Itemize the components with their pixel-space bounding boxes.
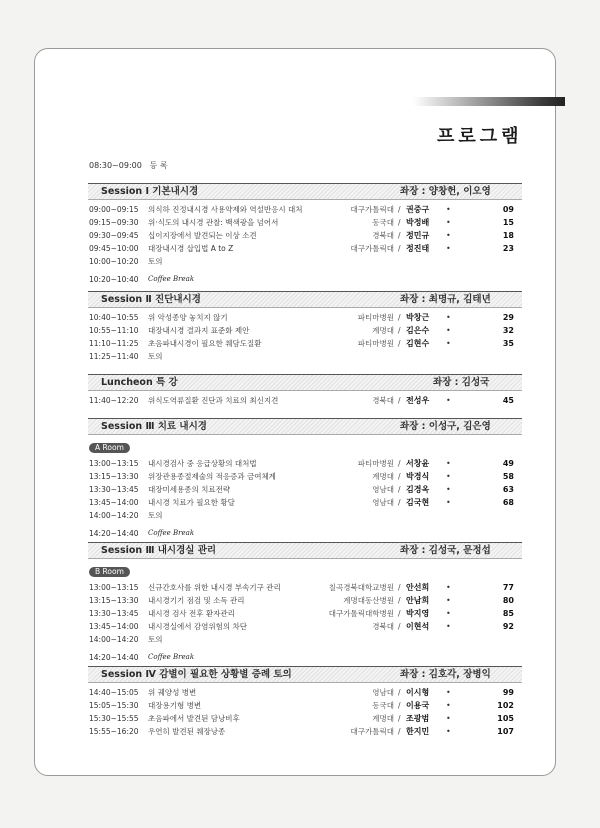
session-chair: 좌장 : 김호각, 장병익 [400, 669, 491, 680]
talk-topic: 우연히 발견된 췌장낭종 [148, 727, 226, 736]
page-title: 프로그램 [437, 126, 523, 147]
session-header [88, 374, 522, 391]
bullet-dot: • [446, 313, 451, 322]
talk-list [88, 683, 522, 738]
page-number: 85 [502, 609, 514, 618]
speaker-affiliation: 대구가톨릭대 [350, 727, 394, 736]
page-number: 15 [502, 218, 514, 227]
talk-time: 13:00~13:15 [89, 583, 139, 592]
talk-time: 09:15~09:30 [89, 218, 139, 227]
speaker-name: 김국현 [406, 498, 430, 507]
page-number: 63 [502, 485, 514, 494]
separator: / [398, 485, 401, 494]
talk-time: 10:00~10:20 [89, 257, 139, 266]
break-label: Coffee Break [148, 653, 195, 661]
bullet-dot: • [446, 714, 451, 723]
speaker-affiliation: 파티마병원 [357, 313, 394, 322]
speaker-name: 박지영 [406, 609, 430, 618]
speaker-affiliation: 대구가톨릭대학병원 [328, 609, 394, 618]
talk-time: 14:00~14:20 [89, 635, 139, 644]
talk-topic: 토의 [148, 257, 163, 266]
page-number: 68 [502, 498, 514, 507]
page-number: 35 [502, 339, 514, 348]
talk-topic: 내시경기기 점검 및 소독 관리 [148, 596, 245, 605]
speaker-affiliation: 경북대 [372, 396, 394, 405]
talk-topic: 대장용기형 병변 [148, 701, 202, 710]
separator: / [398, 326, 401, 335]
talk-list [88, 391, 522, 407]
talk-row [88, 324, 522, 337]
bullet-dot: • [446, 218, 451, 227]
session-block [88, 542, 522, 664]
talk-time: 10:55~11:10 [89, 326, 139, 335]
bullet-dot: • [446, 609, 451, 618]
speaker-affiliation: 파티마병원 [357, 339, 394, 348]
speaker-name: 안남희 [406, 596, 430, 605]
session-block [88, 374, 522, 407]
talk-time: 15:05~15:30 [89, 701, 139, 710]
talk-time: 09:00~09:15 [89, 205, 139, 214]
registration-row [89, 160, 168, 171]
speaker-name: 한지민 [406, 727, 430, 736]
page-number: 29 [502, 313, 514, 322]
bullet-dot: • [446, 339, 451, 348]
registration-time: 08:30~09:00 [89, 161, 142, 170]
talk-time: 15:30~15:55 [89, 714, 139, 723]
bullet-dot: • [446, 485, 451, 494]
bullet-dot: • [446, 727, 451, 736]
page-number: 99 [502, 688, 514, 697]
talk-row [88, 457, 522, 470]
talk-list [88, 308, 522, 363]
talk-row [88, 686, 522, 699]
page-number: 58 [502, 472, 514, 481]
talk-row [88, 725, 522, 738]
speaker-name: 김경옥 [406, 485, 430, 494]
page-number: 09 [502, 205, 514, 214]
break-time: 14:20~14:40 [89, 529, 139, 538]
speaker-name: 정진태 [406, 244, 430, 253]
session-title: Session Ⅳ 감별이 필요한 상황별 증례 토의 [101, 669, 292, 680]
separator: / [398, 459, 401, 468]
separator: / [398, 339, 401, 348]
separator: / [398, 596, 401, 605]
separator: / [398, 701, 401, 710]
talk-row [88, 350, 522, 363]
separator: / [398, 609, 401, 618]
session-header [88, 666, 522, 683]
talk-topic: 대장미세용종의 치료전략 [148, 485, 231, 494]
talk-time: 13:15~13:30 [89, 596, 139, 605]
speaker-name: 이용국 [406, 701, 430, 710]
speaker-name: 박창근 [406, 313, 430, 322]
page-number: 80 [502, 596, 514, 605]
bullet-dot: • [446, 701, 451, 710]
speaker-affiliation: 칠곡경북대학교병원 [328, 583, 394, 592]
bullet-dot: • [446, 459, 451, 468]
session-chair: 좌장 : 김성국, 문정섭 [400, 545, 491, 556]
session-block [88, 666, 522, 738]
bullet-dot: • [446, 472, 451, 481]
break-time: 14:20~14:40 [89, 653, 139, 662]
separator: / [398, 244, 401, 253]
talk-list [88, 454, 522, 522]
separator: / [398, 313, 401, 322]
talk-topic: 위식도역류질환 진단과 치료의 최신지견 [148, 396, 279, 405]
session-title: Session Ⅰ 기본내시경 [101, 186, 199, 197]
title-decoration-bar [413, 97, 565, 106]
coffee-break-row [88, 651, 522, 664]
session-block [88, 418, 522, 540]
talk-list [88, 578, 522, 646]
talk-time: 11:25~11:40 [89, 352, 139, 361]
talk-topic: 위 악성종양 놓치지 않기 [148, 313, 228, 322]
separator: / [398, 622, 401, 631]
session-block [88, 291, 522, 363]
bullet-dot: • [446, 622, 451, 631]
talk-time: 09:45~10:00 [89, 244, 139, 253]
session-chair: 좌장 : 최명규, 김태년 [400, 294, 491, 305]
session-title: Luncheon 특 강 [101, 377, 178, 388]
speaker-name: 김은수 [406, 326, 430, 335]
talk-time: 11:10~11:25 [89, 339, 139, 348]
speaker-affiliation: 경북대 [372, 622, 394, 631]
separator: / [398, 583, 401, 592]
speaker-affiliation: 경북대 [372, 231, 394, 240]
talk-time: 13:30~13:45 [89, 609, 139, 618]
bullet-dot: • [446, 498, 451, 507]
talk-row [88, 509, 522, 522]
separator: / [398, 231, 401, 240]
separator: / [398, 714, 401, 723]
bullet-dot: • [446, 396, 451, 405]
bullet-dot: • [446, 326, 451, 335]
break-label: Coffee Break [148, 529, 195, 537]
talk-row [88, 633, 522, 646]
talk-row [88, 255, 522, 268]
talk-row [88, 712, 522, 725]
talk-topic: 토의 [148, 635, 163, 644]
talk-row [88, 620, 522, 633]
bullet-dot: • [446, 583, 451, 592]
talk-topic: 초음파에서 발견된 담낭비후 [148, 714, 240, 723]
talk-row [88, 203, 522, 216]
talk-time: 13:45~14:00 [89, 622, 139, 631]
separator: / [398, 218, 401, 227]
talk-row [88, 594, 522, 607]
speaker-affiliation: 계명대 [372, 714, 394, 723]
session-title: Session Ⅲ 치료 내시경 [101, 421, 207, 432]
separator: / [398, 205, 401, 214]
talk-topic: 토의 [148, 511, 163, 520]
break-time: 10:20~10:40 [89, 275, 139, 284]
page-number: 49 [502, 459, 514, 468]
session-block [88, 183, 522, 286]
bullet-dot: • [446, 231, 451, 240]
talk-topic: 초음파내시경이 필요한 췌담도질환 [148, 339, 262, 348]
talk-topic: 대장내시경 삽입법 A to Z [148, 244, 234, 253]
page-number: 102 [497, 701, 514, 710]
coffee-break-row [88, 273, 522, 286]
talk-topic: 내시경 검사 전후 환자관리 [148, 609, 235, 618]
talk-topic: 신규간호사를 위한 내시경 부속기구 관리 [148, 583, 281, 592]
session-chair: 좌장 : 양창헌, 이오영 [400, 186, 491, 197]
bullet-dot: • [446, 596, 451, 605]
talk-row [88, 699, 522, 712]
speaker-affiliation: 동국대 [372, 701, 394, 710]
page-number: 23 [502, 244, 514, 253]
speaker-affiliation: 대구가톨릭대 [350, 205, 394, 214]
talk-row [88, 337, 522, 350]
talk-topic: 위·식도의 내시경 관찰: 백색광을 넘어서 [148, 218, 279, 227]
talk-time: 14:40~15:05 [89, 688, 139, 697]
break-label: Coffee Break [148, 275, 195, 283]
page-number: 18 [502, 231, 514, 240]
session-header [88, 291, 522, 308]
speaker-name: 조광범 [406, 714, 430, 723]
speaker-affiliation: 계명대 [372, 472, 394, 481]
talk-topic: 내시경검사 중 응급상황의 대처법 [148, 459, 257, 468]
coffee-break-row [88, 527, 522, 540]
talk-topic: 내시경실에서 감염위험의 차단 [148, 622, 247, 631]
room-badge: A Room [89, 443, 130, 453]
speaker-name: 안선희 [406, 583, 430, 592]
speaker-affiliation: 영남대 [372, 485, 394, 494]
speaker-affiliation: 파티마병원 [357, 459, 394, 468]
talk-time: 13:45~14:00 [89, 498, 139, 507]
talk-time: 13:00~13:15 [89, 459, 139, 468]
talk-time: 13:15~13:30 [89, 472, 139, 481]
page-number: 45 [502, 396, 514, 405]
session-chair: 좌장 : 김성국 [433, 377, 490, 388]
speaker-name: 이시형 [406, 688, 430, 697]
speaker-name: 권중구 [406, 205, 430, 214]
speaker-affiliation: 영남대 [372, 498, 394, 507]
talk-row [88, 229, 522, 242]
talk-time: 11:40~12:20 [89, 396, 139, 405]
page-number: 77 [502, 583, 514, 592]
speaker-name: 김현수 [406, 339, 430, 348]
talk-topic: 십이지장에서 발견되는 이상 소견 [148, 231, 257, 240]
speaker-affiliation: 동국대 [372, 218, 394, 227]
talk-time: 09:30~09:45 [89, 231, 139, 240]
registration-label: 등 록 [149, 161, 168, 170]
session-chair: 좌장 : 이성구, 김은영 [400, 421, 491, 432]
page-number: 32 [502, 326, 514, 335]
talk-topic: 의식하 진정내시경 사용약제와 역설반응시 대처 [148, 205, 303, 214]
speaker-name: 박경식 [406, 472, 430, 481]
speaker-name: 정민규 [406, 231, 430, 240]
talk-topic: 내시경 치료가 필요한 황달 [148, 498, 235, 507]
separator: / [398, 396, 401, 405]
talk-row [88, 394, 522, 407]
session-title: Session Ⅱ 진단내시경 [101, 294, 201, 305]
separator: / [398, 498, 401, 507]
bullet-dot: • [446, 688, 451, 697]
talk-time: 10:40~10:55 [89, 313, 139, 322]
talk-topic: 위장관용종절제술의 적응증과 금여체계 [148, 472, 276, 481]
talk-row [88, 607, 522, 620]
session-header [88, 542, 522, 559]
room-badge: B Room [89, 567, 130, 577]
speaker-name: 전성우 [406, 396, 430, 405]
session-header [88, 183, 522, 200]
bullet-dot: • [446, 205, 451, 214]
separator: / [398, 688, 401, 697]
separator: / [398, 727, 401, 736]
talk-row [88, 216, 522, 229]
speaker-affiliation: 영남대 [372, 688, 394, 697]
talk-time: 13:30~13:45 [89, 485, 139, 494]
separator: / [398, 472, 401, 481]
speaker-affiliation: 대구가톨릭대 [350, 244, 394, 253]
page-number: 107 [497, 727, 514, 736]
speaker-affiliation: 계명대동산병원 [343, 596, 394, 605]
speaker-name: 서창윤 [406, 459, 430, 468]
bullet-dot: • [446, 244, 451, 253]
speaker-affiliation: 계명대 [372, 326, 394, 335]
speaker-name: 박정배 [406, 218, 430, 227]
talk-row [88, 470, 522, 483]
talk-time: 14:00~14:20 [89, 511, 139, 520]
page-number: 105 [497, 714, 514, 723]
talk-time: 15:55~16:20 [89, 727, 139, 736]
session-title: Session Ⅲ 내시경실 관리 [101, 545, 217, 556]
talk-list [88, 200, 522, 268]
talk-topic: 위 궤양성 병변 [148, 688, 197, 697]
speaker-name: 이현석 [406, 622, 430, 631]
talk-topic: 대장내시경 결과지 표준화 제안 [148, 326, 250, 335]
talk-row [88, 581, 522, 594]
talk-topic: 토의 [148, 352, 163, 361]
talk-row [88, 496, 522, 509]
talk-row [88, 311, 522, 324]
talk-row [88, 242, 522, 255]
talk-row [88, 483, 522, 496]
page-number: 92 [502, 622, 514, 631]
session-header [88, 418, 522, 435]
